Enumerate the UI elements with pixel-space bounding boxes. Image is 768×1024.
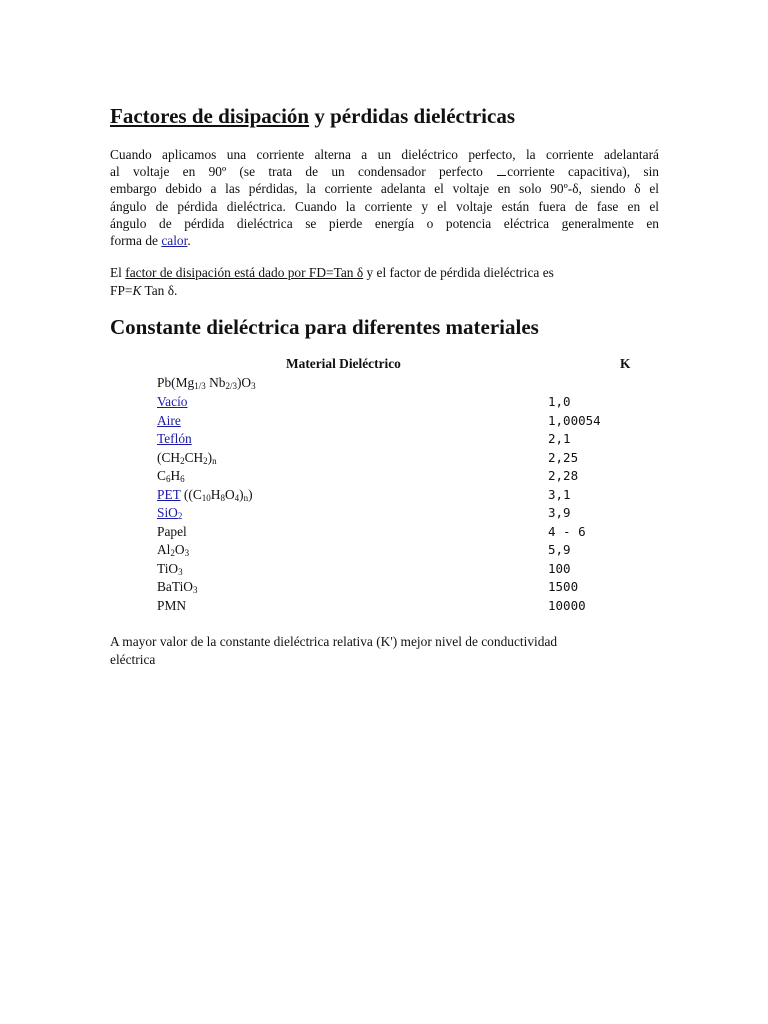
inline-placeholder-mark [497,170,506,176]
table-row [0,505,768,524]
table-row [0,375,768,394]
table-row [0,524,768,543]
link-calor[interactable]: calor [161,233,188,249]
material-cell: PMN [157,597,187,613]
paragraph1-line6 [110,232,659,249]
link-pet[interactable]: PET [157,486,181,502]
paragraph-conclusion [110,633,670,668]
paragraph2-line2-suffix: Tan δ. [141,282,178,298]
paragraph3-line2: eléctrica [110,651,156,667]
paragraph2-prefix: El [110,265,126,280]
k-cell: 10000 [548,597,586,613]
k-cell: 1,0 [548,394,571,409]
material-cell: $Al_2O_3$ [157,542,190,558]
table-row [0,468,768,487]
paragraph1-line1: Cuando aplicamos una corriente alterna a un dieléctrico perfecto, la corriente adelantará [110,147,659,162]
material-cell: PET $((C_{10}H_8O_4)_n)$ [157,486,253,503]
table-row [0,579,768,598]
paragraph2-line2-italic: K [132,282,142,298]
paragraph1-line3: embargo debido a las pérdidas, la corriente adelanta el voltaje en solo 90º-δ, siendo δ el [110,181,659,197]
paragraph1-line6-suffix: . [187,233,191,249]
paragraph3-line1: A mayor valor de la constante dieléctrica relativa (K') mejor nivel de conductividad [110,634,558,649]
paragraph1-line2a: al voltaje en 90º (se trata de un condensador perfecto [110,164,483,180]
table-row [0,394,768,413]
table-row [0,598,768,617]
column-header-k: K [620,356,631,371]
k-cell: 3,9 [548,505,571,520]
k-cell: 2,25 [548,449,579,465]
paragraph-alternating-current [110,146,659,249]
k-cell: 5,9 [548,542,571,557]
column-header-material: Material Dieléctrico [286,356,401,371]
paragraph2-line2-prefix: FP= [110,282,133,298]
table-row [0,450,768,469]
material-cell: $(CH_2CH_2)_n$ [157,449,217,466]
heading-dissipation-underlined: Factores de disipación [110,104,310,128]
k-cell: 4 - 6 [548,523,586,539]
table-row [0,413,768,432]
material-cell: $Pb(Mg_{1/3}$ $Nb_{2/3})O_3$ [157,375,256,391]
paragraph1-line2b: corriente capacitiva), sin [507,164,659,180]
table-row [0,487,768,506]
k-cell: 3,1 [548,486,571,502]
link-aire[interactable]: Aire [157,412,181,428]
material-cell: TiO$_3$ [157,560,183,577]
material-cell: Papel [157,523,187,539]
paragraph1-line4: ángulo de pérdida dieléctrica. Cuando la corriente y el voltaje están fuera de fase en el [110,198,659,214]
material-cell: $C_6H_6$ [157,468,185,484]
heading-dissipation [110,104,515,129]
paragraph-dissipation-factor [110,264,670,299]
paragraph1-line2 [110,163,659,180]
heading-dielectric-constant: Constante dieléctrica para diferentes materiales [110,315,539,339]
link-sio2[interactable]: SiO$_2$ [157,505,183,521]
material-cell: BaTiO$_3$ [157,579,198,595]
table-row [0,542,768,561]
table-row [0,431,768,450]
k-cell: 2,28 [548,468,579,483]
paragraph2-underlined: factor de disipación está dado por FD=Tan δ [125,265,364,280]
k-cell: 1,00054 [548,412,601,428]
table-row [0,561,768,580]
k-cell: 100 [548,560,571,576]
paragraph2-middle: y el factor de pérdida dieléctrica es [363,265,554,280]
paragraph1-line5: ángulo de pérdida dieléctrica se pierde energía o potencia eléctrica generalmente en [110,215,659,231]
heading-dissipation-rest: y pérdidas dieléctricas [309,104,516,128]
link-vacio[interactable]: Vacío [157,394,188,409]
paragraph1-line6-prefix: forma de [110,233,162,249]
link-teflon[interactable]: Teflón [157,431,192,446]
k-cell: 1500 [548,579,579,594]
k-cell: 2,1 [548,431,571,446]
